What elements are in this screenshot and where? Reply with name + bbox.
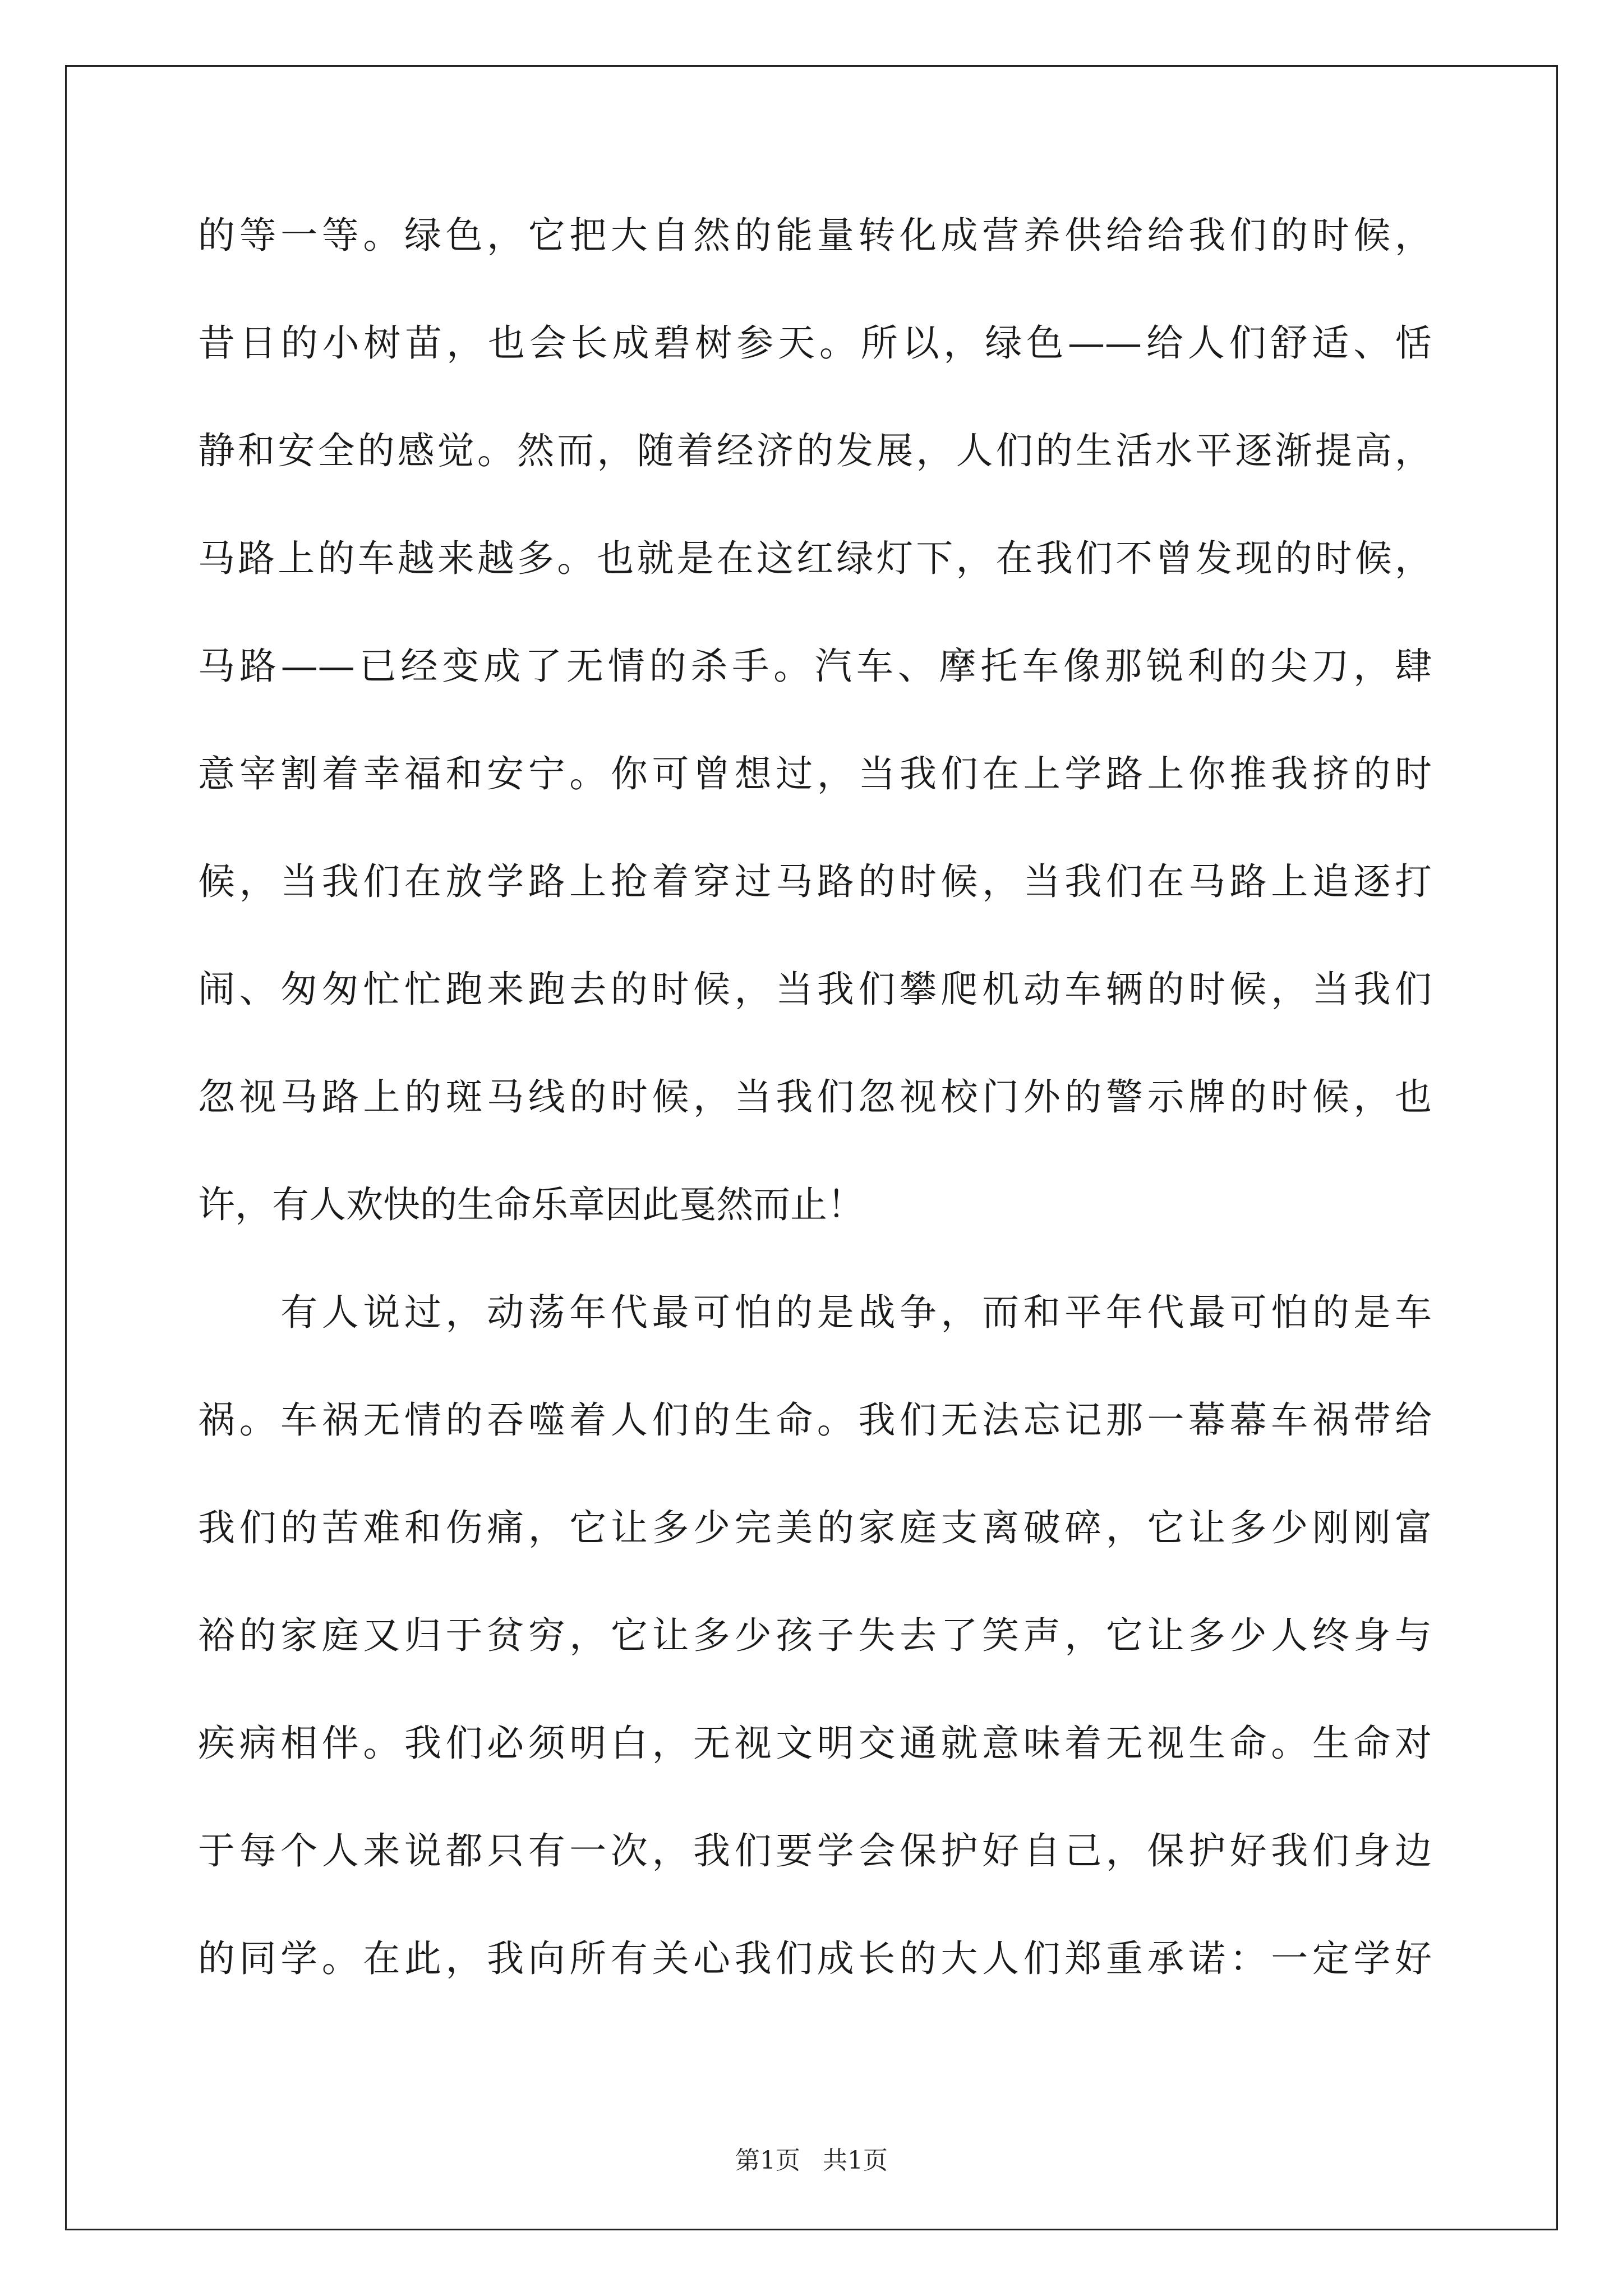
- text-line: 昔日的小树苗，也会长成碧树参天。所以，绿色——给人们舒适、恬: [198, 321, 1432, 365]
- text-line: 于每个人来说都只有一次，我们要学会保护好自己，保护好我们身边: [198, 1829, 1432, 1872]
- text-line: 许，有人欢快的生命乐章因此戛然而止！: [198, 1183, 864, 1226]
- text-line: 有人说过，动荡年代最可怕的是战争，而和平年代最可怕的是车: [198, 1291, 1432, 1334]
- text-line: 疾病相伴。我们必须明白，无视文明交通就意味着无视生命。生命对: [198, 1722, 1432, 1765]
- text-line: 候，当我们在放学路上抢着穿过马路的时候，当我们在马路上追逐打: [198, 860, 1432, 903]
- document-body: [198, 208, 1432, 2039]
- text-line: 我们的苦难和伤痛，它让多少完美的家庭支离破碎，它让多少刚刚富: [198, 1506, 1432, 1549]
- text-line: 祸。车祸无情的吞噬着人们的生命。我们无法忘记那一幕幕车祸带给: [198, 1398, 1432, 1442]
- text-line: 马路——已经变成了无情的杀手。汽车、摩托车像那锐利的尖刀，肆: [198, 645, 1432, 688]
- page-footer: [0, 2140, 1623, 2176]
- text-line: 的等一等。绿色，它把大自然的能量转化成营养供给给我们的时候，: [198, 214, 1432, 257]
- text-line: 的同学。在此，我向所有关心我们成长的大人们郑重承诺：一定学好: [198, 1937, 1432, 1980]
- page-total: 共1页: [823, 2146, 888, 2175]
- text-line: 马路上的车越来越多。也就是在这红绿灯下，在我们不曾发现的时候，: [198, 537, 1432, 580]
- text-line: 闹、匆匆忙忙跑来跑去的时候，当我们攀爬机动车辆的时候，当我们: [198, 968, 1432, 1011]
- text-line: 忽视马路上的斑马线的时候，当我们忽视校门外的警示牌的时候，也: [198, 1075, 1432, 1119]
- page-number: 第1页: [735, 2146, 800, 2175]
- text-line: 意宰割着幸福和安宁。你可曾想过，当我们在上学路上你推我挤的时: [198, 752, 1432, 795]
- text-line: 静和安全的感觉。然而，随着经济的发展，人们的生活水平逐渐提高，: [198, 429, 1432, 472]
- text-line: 裕的家庭又归于贫穷，它让多少孩子失去了笑声，它让多少人终身与: [198, 1614, 1432, 1657]
